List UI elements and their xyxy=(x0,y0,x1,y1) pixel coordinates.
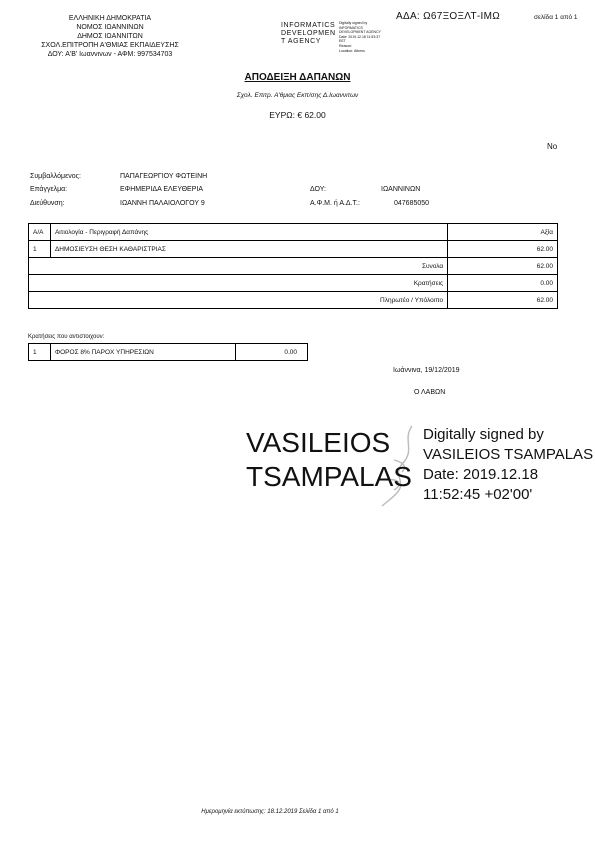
deductions-row: Κρατήσεις 0.00 xyxy=(29,275,558,292)
table-row: 1 ΔΗΜΟΣΙΕΥΣΗ ΘΕΣΗ ΚΑΘΑΡΙΣΤΡΙΑΣ 62.00 xyxy=(29,241,558,258)
document-subtitle: Σχολ. Επιτρ. Α'θμιας Εκπ/σης Δ.Ιωαννιτων xyxy=(236,92,359,99)
afm-label: Α.Φ.Μ. ή Α.Δ.Τ.: xyxy=(310,200,360,207)
table-header-row xyxy=(29,224,558,241)
header-value: Αξία xyxy=(448,224,558,241)
issuer-line: ΔΗΜΟΣ ΙΩΑΝΝΙΤΩΝ xyxy=(77,33,143,40)
payable-row: Πληρωτέο / Υπόλοιπο 62.00 xyxy=(29,292,558,309)
profession-label: Επάγγελμα: xyxy=(30,186,68,193)
agency-signature-stamp: Digitally signed by INFORMATICS DEVELOPMENT AGENCY Date: 2019.12.18 11:53:37 EET Reason: Location: Athens xyxy=(339,21,381,53)
signature-details: Digitally signed by VASILEIOS TSAMPALAS Date: 2019.12.18 11:52:45 +02'00' xyxy=(423,426,594,503)
items-table xyxy=(28,223,558,309)
signer-name: VASILEIOS TSAMPALAS xyxy=(246,427,412,492)
header-desc: Αιτιολογία - Περιγραφή Δαπάνης xyxy=(50,224,447,241)
receiver-label: Ο ΛΑΒΩΝ xyxy=(414,389,446,396)
issuer-line: ΝΟΜΟΣ ΙΩΑΝΝΙΝΩΝ xyxy=(76,24,144,31)
issuer-line: ΔΟΥ: Α'Β' Ιωαννινων - ΑΦΜ: 997534703 xyxy=(47,51,173,58)
total-row: Συνολα 62.00 xyxy=(29,258,558,275)
amount: ΕΥΡΩ: € 62.00 xyxy=(269,110,326,120)
print-footer: Ημερομηνία εκτύπωσης: 18.12.2019 Σελίδα 1 από 1 xyxy=(201,809,339,815)
number-label: Νο xyxy=(547,142,558,151)
page-info: σελίδα 1 από 1 xyxy=(534,14,578,21)
issuer-line: ΣΧΟΛ.ΕΠΙΤΡΟΠΗ Α'ΘΜΙΑΣ ΕΚΠΑΙΔΕΥΣΗΣ xyxy=(41,42,179,49)
contractor-label: Συμβαλλόμενος: xyxy=(30,173,81,180)
contractor-value: ΠΑΠΑΓΕΩΡΓΙΟΥ ΦΩΤΕΙΝΗ xyxy=(120,173,208,180)
issuer-line: ΕΛΛΗΝΙΚΗ ΔΗΜΟΚΡΑΤΙΑ xyxy=(68,15,152,22)
deductions-title: Κρατήσεις που αντιστοιχουν: xyxy=(28,334,105,340)
address-value: ΙΩΑΝΝΗ ΠΑΛΑΙΟΛΟΓΟΥ 9 xyxy=(120,200,205,207)
profession-value: ΕΦΗΜΕΡΙΔΑ ΕΛΕΥΘΕΡΙΑ xyxy=(120,186,204,193)
ada-code: ΑΔΑ: Ω67ΞΟΞΛΤ-ΙΜΩ xyxy=(396,11,501,22)
document-title: ΑΠΟΔΕΙΞΗ ΔΑΠΑΝΩΝ xyxy=(244,72,351,83)
doy-value: ΙΩΑΝΝΙΝΩΝ xyxy=(381,186,421,193)
address-label: Διεύθυνση: xyxy=(30,200,65,207)
deductions-table xyxy=(28,343,308,361)
agency-logo: INFORMATICS DEVELOPMEN T AGENCY xyxy=(281,22,336,45)
header-aa: Α/Α xyxy=(29,224,51,241)
afm-value: 047685050 xyxy=(394,200,430,207)
place-date: Ιωάννινα, 19/12/2019 xyxy=(393,367,460,374)
doy-label: ΔΟΥ: xyxy=(310,186,326,193)
table-row: 1 ΦΟΡΟΣ 8% ΠΑΡΟΧ ΥΠΗΡΕΣΙΩΝ 0.00 xyxy=(29,344,308,361)
issuer-block xyxy=(30,14,190,59)
